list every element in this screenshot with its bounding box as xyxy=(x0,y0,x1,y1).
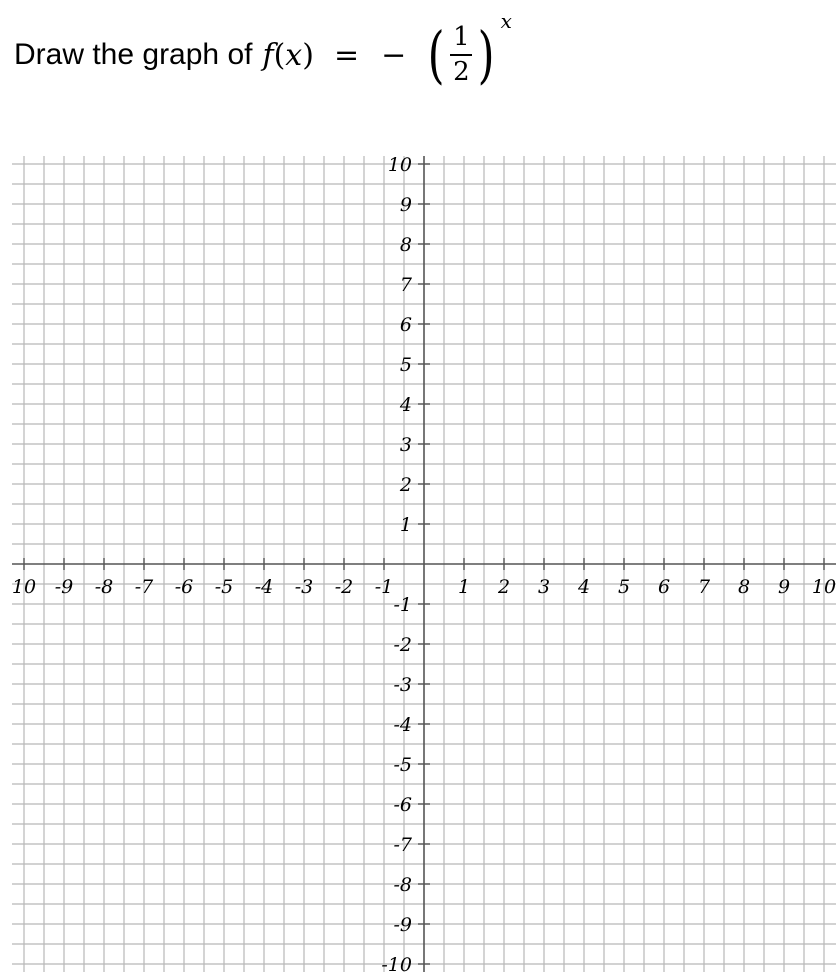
x-tick-label: 3 xyxy=(537,576,551,598)
function-variable: x xyxy=(285,37,303,73)
y-tick-label: -1 xyxy=(393,594,412,616)
y-tick-label: 1 xyxy=(399,514,412,536)
x-tick-label: 2 xyxy=(497,576,511,598)
y-tick-label: 4 xyxy=(399,394,412,416)
prompt-text: Draw the graph of xyxy=(14,38,253,71)
y-tick-label: -10 xyxy=(381,954,412,976)
y-tick-label: 7 xyxy=(399,274,412,296)
y-tick-label: -7 xyxy=(393,834,412,856)
x-tick-label: -9 xyxy=(54,576,74,598)
x-tick-label: -2 xyxy=(334,576,354,598)
x-tick-label: 1 xyxy=(457,576,471,598)
x-tick-label: 7 xyxy=(697,576,711,598)
y-tick-label: -6 xyxy=(393,794,412,816)
y-tick-label: -8 xyxy=(393,874,412,896)
y-tick-label: 10 xyxy=(387,154,412,176)
equals-sign: = xyxy=(333,37,360,73)
y-tick-label: -9 xyxy=(393,914,412,936)
x-tick-label: 10 xyxy=(11,576,37,598)
x-tick-label: 4 xyxy=(577,576,591,598)
y-tick-label: -3 xyxy=(393,674,412,696)
y-tick-label: 8 xyxy=(399,234,412,256)
y-tick-label: -4 xyxy=(393,714,412,736)
fraction-denominator: 2 xyxy=(453,57,470,87)
y-tick-label: 3 xyxy=(399,434,412,456)
x-tick-label: -4 xyxy=(254,576,274,598)
y-tick-label: 2 xyxy=(399,474,412,496)
x-tick-label: -6 xyxy=(174,576,194,598)
x-tick-label: -7 xyxy=(134,576,154,598)
minus-sign: − xyxy=(381,37,407,73)
y-tick-label: -2 xyxy=(393,634,412,656)
fraction-numerator: 1 xyxy=(453,22,470,53)
axes xyxy=(12,156,836,972)
close-paren: ) xyxy=(302,37,314,73)
y-tick-label: 5 xyxy=(399,354,412,376)
x-tick-label: -5 xyxy=(214,576,234,598)
y-tick-label: 9 xyxy=(399,194,412,216)
open-paren: ( xyxy=(273,37,286,73)
y-tick-label: 6 xyxy=(399,314,412,336)
x-tick-label: 8 xyxy=(737,576,751,598)
x-tick-label: -1 xyxy=(374,576,394,598)
x-tick-label: 5 xyxy=(617,576,631,598)
x-tick-label: -3 xyxy=(294,576,314,598)
function-name: f xyxy=(262,37,274,73)
x-tick-label: 6 xyxy=(657,576,671,598)
y-tick-label: -5 xyxy=(393,754,412,776)
big-close-paren: ) xyxy=(478,18,495,91)
exponent: x xyxy=(500,9,512,33)
big-open-paren: ( xyxy=(427,18,445,91)
x-tick-label: 9 xyxy=(777,576,791,598)
x-tick-label: 10 xyxy=(811,576,837,598)
x-tick-label: -8 xyxy=(94,576,114,598)
